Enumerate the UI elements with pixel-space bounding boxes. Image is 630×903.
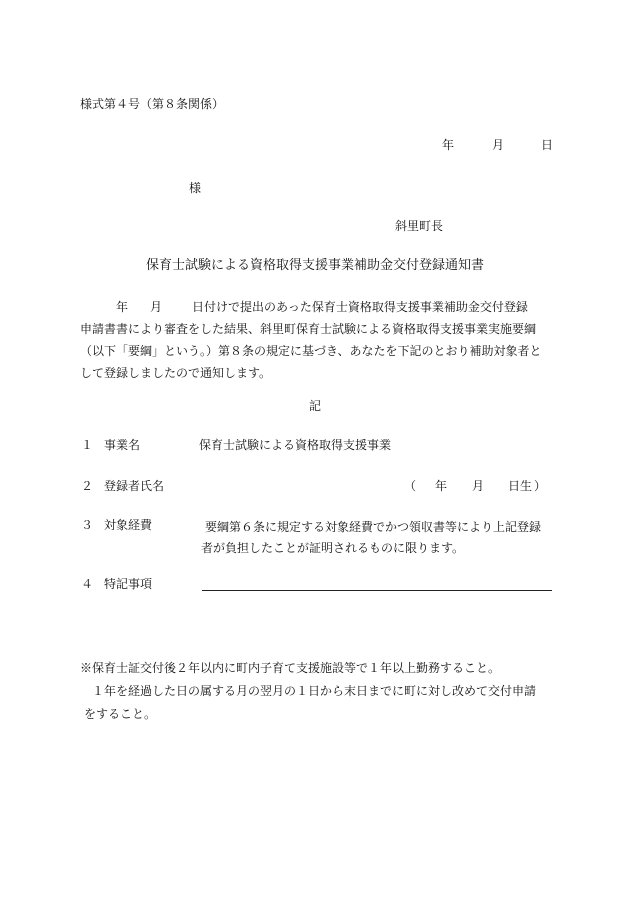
item-4-label: 特記事項: [104, 577, 153, 591]
item-1-label: 事業名: [104, 438, 141, 452]
remarks-underline: [202, 590, 552, 591]
body-line-4: して登録しましたので通知します。: [80, 366, 272, 380]
item-1-value: 保育士試験による資格取得支援事業: [199, 438, 392, 452]
birth-date-open-paren: （: [404, 479, 417, 493]
item-3-label: 対象経費: [104, 518, 153, 532]
item-4-number: ４: [81, 577, 94, 591]
document-title: 保育士試験による資格取得支援事業補助金交付登録通知書: [145, 258, 484, 273]
body-line-1-rest: 日付けで提出のあった保育士資格取得支援事業補助金交付登録: [192, 300, 528, 314]
birth-month-label: 月: [472, 479, 485, 493]
item-3-value: [201, 517, 555, 559]
birth-year-label: 年: [435, 479, 448, 493]
item-1-number: １: [81, 438, 94, 452]
date-day-label: 日: [541, 138, 554, 152]
item-3-value-line-1: 要綱第６条に規定する対象経費でかつ領収書等により上記登録: [205, 520, 542, 534]
date-month-label: 月: [492, 138, 505, 152]
notes-line-3: をすること。: [84, 707, 157, 721]
body-line-2: 申請書書により審査をした結果、斜里町保育士試験による資格取得支援事業実施要綱: [80, 322, 537, 336]
notes-section: [80, 657, 560, 726]
birth-day-label: 日生: [508, 479, 533, 493]
body-paragraph: [80, 296, 552, 384]
body-year-label: 年: [116, 300, 129, 314]
issuer-name: 斜里町長: [395, 219, 444, 233]
item-3-value-line-2: 者が負担したことが証明されるものに限ります。: [201, 541, 465, 555]
item-3-number: ３: [81, 518, 94, 532]
item-2-number: ２: [81, 479, 94, 493]
body-line-1: [80, 296, 552, 318]
date-year-label: 年: [442, 138, 455, 152]
addressee-suffix: 様: [189, 181, 202, 195]
birth-date-close-paren: ）: [534, 479, 547, 493]
body-month-label: 月: [150, 300, 163, 314]
notes-line-2: １年を経過した日の属する月の翌月の１日から末日までに町に対し改めて交付申請: [92, 684, 537, 698]
form-number: 様式第４号（第８条関係）: [80, 97, 225, 111]
notes-line-1: ※保育士証交付後２年以内に町内子育て支援施設等で１年以上勤務すること。: [80, 661, 501, 675]
item-2-label: 登録者氏名: [104, 479, 165, 493]
ki-heading: 記: [308, 399, 321, 413]
body-line-3: （以下「要綱」という。）第８条の規定に基づき、あなたを下記のとおり補助対象者と: [80, 344, 542, 358]
